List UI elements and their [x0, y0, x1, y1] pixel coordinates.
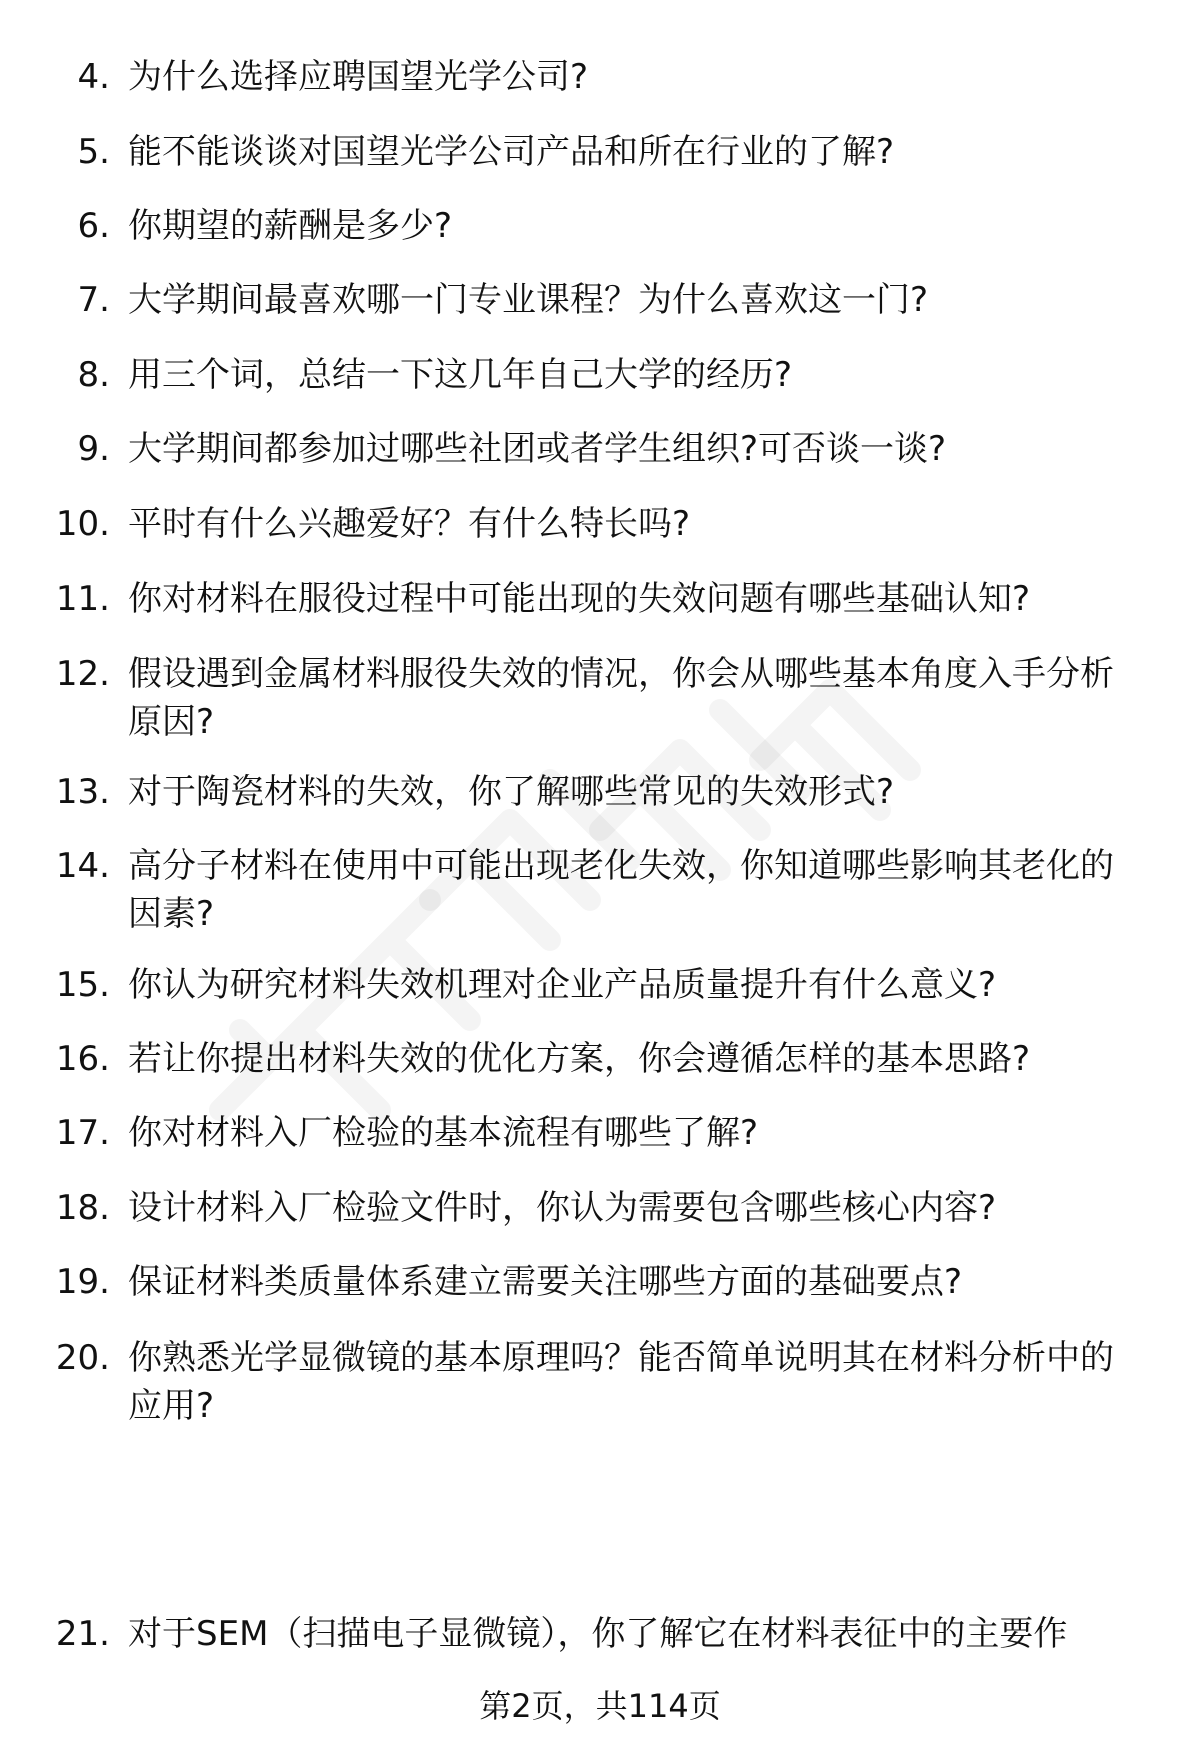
- page-footer: 第2页，共114页: [479, 1687, 721, 1725]
- question-number: 16.: [55, 1039, 110, 1079]
- question-text: 高分子材料在使用中可能出现老化失效，你知道哪些影响其老化的因素?: [128, 846, 1114, 934]
- question-number: 14.: [55, 846, 110, 886]
- question-text: 设计材料入厂检验文件时，你认为需要包含哪些核心内容?: [128, 1188, 997, 1228]
- question-text: 大学期间最喜欢哪一门专业课程？为什么喜欢这一门?: [128, 280, 929, 320]
- question-text: 对于SEM（扫描电子显微镜），你了解它在材料表征中的主要作: [128, 1614, 1068, 1654]
- question-number: 20.: [55, 1338, 110, 1378]
- question-text: 若让你提出材料失效的优化方案，你会遵循怎样的基本思路?: [128, 1039, 1031, 1079]
- question-number: 15.: [55, 965, 110, 1005]
- question-text: 用三个词，总结一下这几年自己大学的经历?: [128, 355, 793, 395]
- question-number: 18.: [55, 1188, 110, 1228]
- question-text: 你认为研究材料失效机理对企业产品质量提升有什么意义?: [128, 965, 997, 1005]
- question-text: 你熟悉光学显微镜的基本原理吗？能否简单说明其在材料分析中的应用?: [128, 1338, 1114, 1426]
- question-text: 为什么选择应聘国望光学公司?: [128, 57, 589, 97]
- question-number: 7.: [77, 280, 110, 320]
- question-text: 能不能谈谈对国望光学公司产品和所在行业的了解?: [128, 132, 895, 172]
- question-number: 13.: [55, 772, 110, 812]
- question-number: 4.: [77, 57, 110, 97]
- question-text: 保证材料类质量体系建立需要关注哪些方面的基础要点?: [128, 1262, 963, 1302]
- question-number: 5.: [77, 132, 110, 172]
- question-text: 你对材料入厂检验的基本流程有哪些了解?: [128, 1113, 759, 1153]
- question-number: 21.: [55, 1614, 110, 1654]
- question-number: 6.: [77, 206, 110, 246]
- question-number: 9.: [77, 429, 110, 469]
- question-number: 19.: [55, 1262, 110, 1302]
- question-text: 你对材料在服役过程中可能出现的失效问题有哪些基础认知?: [128, 579, 1031, 619]
- question-text: 你期望的薪酬是多少?: [128, 206, 453, 246]
- question-number: 17.: [55, 1113, 110, 1153]
- question-text: 对于陶瓷材料的失效，你了解哪些常见的失效形式?: [128, 772, 895, 812]
- question-text: 平时有什么兴趣爱好？有什么特长吗?: [128, 504, 691, 544]
- question-number: 11.: [55, 579, 110, 619]
- question-text: 假设遇到金属材料服役失效的情况，你会从哪些基本角度入手分析原因?: [128, 654, 1114, 742]
- question-number: 8.: [77, 355, 110, 395]
- question-number: 10.: [55, 504, 110, 544]
- question-number: 12.: [55, 654, 110, 694]
- question-text: 大学期间都参加过哪些社团或者学生组织?可否谈一谈?: [128, 429, 947, 469]
